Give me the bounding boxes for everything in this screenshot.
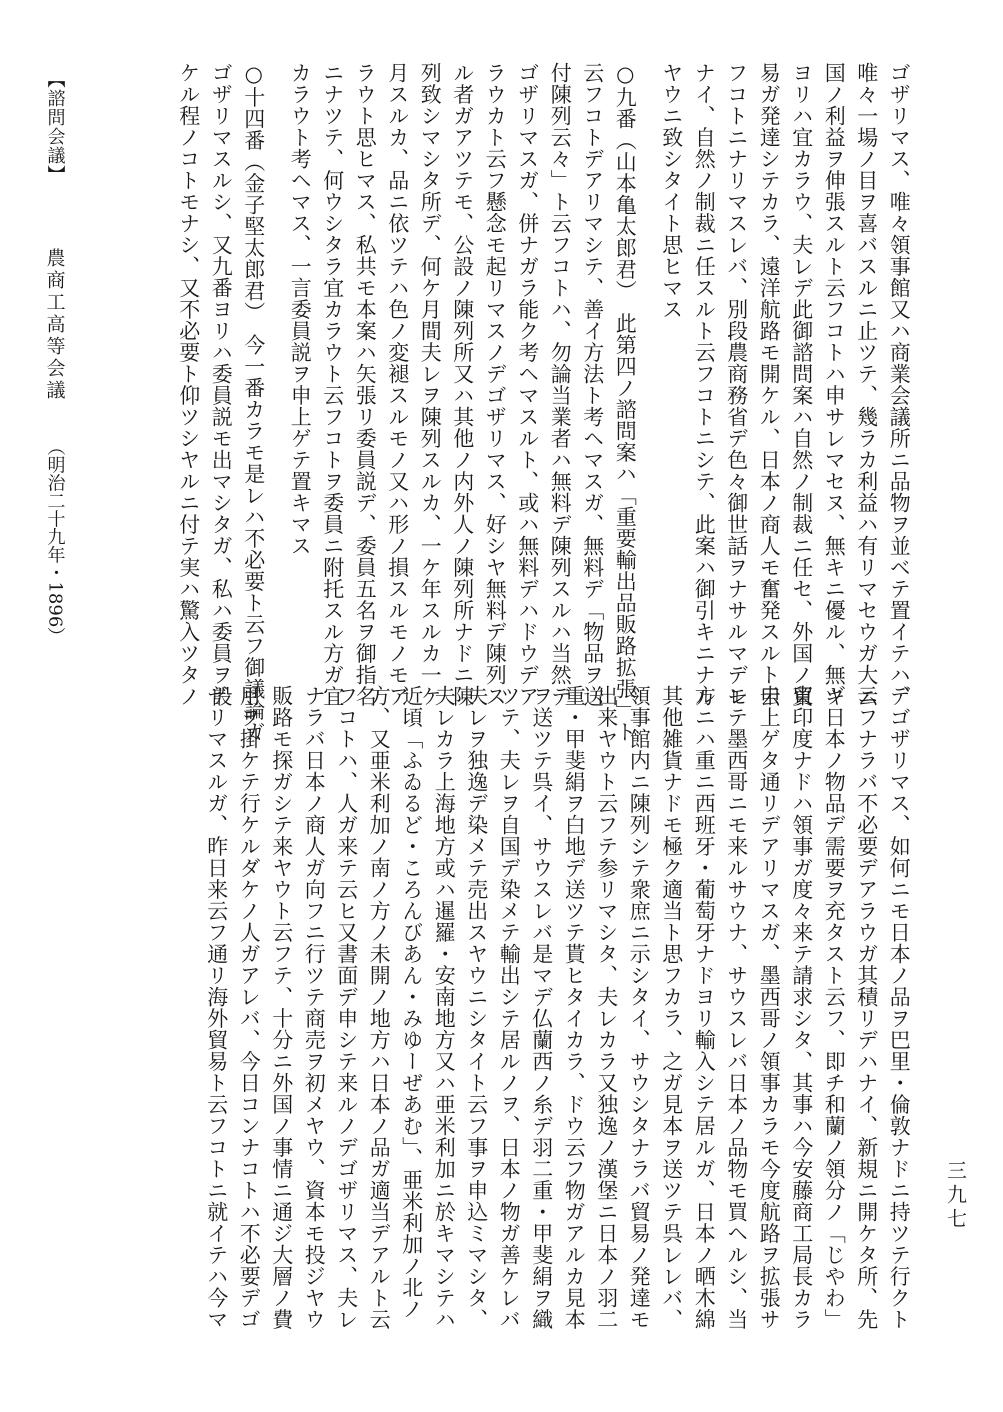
text-line: 列致シマシタ所デ、何ケ月間夫レヲ陳列スルカ、一ケ年スルカ一ケ xyxy=(418,62,443,707)
text-column xyxy=(655,685,688,1333)
text-column xyxy=(237,62,270,743)
text-line: ル者ガアツテモ、公設ノ陳列所又ハ其他ノ内外人ノ陳列所ナドニ陳 xyxy=(450,62,475,707)
text-line: 夫レヲ独逸デ染メテ売出スヤウニシタイト云フ事ヲ申込ミマシタ、 xyxy=(464,685,489,1330)
header-date: （明治二十九年・1896） xyxy=(44,437,66,646)
text-line: 云フコトデアリマシテ、善イ方法ト考ヘマスガ、無料デ「物品ヲ送 xyxy=(580,62,605,707)
text-column xyxy=(200,685,233,1333)
text-column xyxy=(623,685,656,1333)
page-number-text: 三九七 xyxy=(943,1160,968,1232)
text-line: 方、又亜米利加ノ南ノ方ノ未開ノ地方ハ日本ノ品ガ適当デアルト云 xyxy=(367,685,392,1330)
text-column xyxy=(233,685,266,1333)
text-column xyxy=(446,62,479,707)
text-line: ゴザリマスルシ、又九番ヨリハ委員説モ出マシタガ、私ハ委員ヲ設 xyxy=(209,62,234,707)
text-column xyxy=(609,62,642,743)
text-line: ゴザリマスガ、併ナガラ能ク考ヘマスルト、或ハ無料デハドウデア xyxy=(515,62,540,707)
text-column xyxy=(753,62,786,707)
text-column xyxy=(172,62,205,707)
speaker-line: ○十四番（金子堅太郎君） 今一番カラモ是レハ不必要ト云フ御議論ガ xyxy=(241,62,266,743)
text-line: 東印度ナドハ領事ガ度々来テ請求シタ、其事ハ今安藤商工局長カラ xyxy=(789,685,814,1330)
text-column xyxy=(558,685,591,1333)
text-line: ニナツテ、何ウシタラ宜カラウト云フコトヲ委員ニ附托スル方ガ宜 xyxy=(320,62,345,707)
text-line: フコトニナリマスレバ、別段農商務省デ色々御世話ヲナサルマデモ xyxy=(724,62,749,707)
text-line: ケル程ノコトモナシ、又不必要ト仰ツシヤルニ付テ実ハ驚入ツタノ xyxy=(176,62,201,707)
text-line: デゴザリマス、如何ニモ日本ノ品ヲ巴里・倫敦ナドニ持ツテ行クト xyxy=(887,685,912,1330)
text-line: 重・甲斐絹ヲ白地デ送ツテ貰ヒタイカラ、ドウ云フ物ガアルカ見本 xyxy=(562,685,587,1330)
text-column xyxy=(316,62,349,707)
text-column xyxy=(544,62,577,707)
text-column xyxy=(349,62,382,707)
text-line: 国ノ利益ヲ伸張スルト云フコトハ申サレマセヌ、無キニ優ル、無キ xyxy=(822,62,847,707)
text-line: 近頃「ふゐるど・ころんびあん・みゆーぜあむ」、亜米利加ノ北ノ xyxy=(399,685,424,1320)
text-column xyxy=(363,685,396,1333)
text-column xyxy=(688,685,721,1333)
text-column xyxy=(883,685,916,1333)
header-section: 【諮問会議】 xyxy=(44,70,66,184)
text-line: 夫レカラ上海地方或ハ暹羅・安南地方又ハ亜米利加ニ於キマシテハ xyxy=(432,685,457,1330)
text-line: ツテ、夫レヲ自国デ染メテ輸出シテ居ルノヲ、日本ノ物ガ善ケレバ xyxy=(497,685,522,1330)
text-line: カラウト考ヘマス、一言委員説ヲ申上ゲテ置キマス xyxy=(288,62,313,557)
text-column xyxy=(395,685,428,1333)
text-line: ラウカト云フ懸念モ起リマスノデゴザリマス、好シヤ無料デ陳列ス xyxy=(483,62,508,707)
text-line: ヤウニ致シタイト思ヒマス xyxy=(659,62,684,320)
text-column xyxy=(688,62,721,707)
text-line: 方ニハ重ニ西班牙・葡萄牙ナドヨリ輸入シテ居ルガ、日本ノ晒木綿 xyxy=(692,685,717,1330)
text-column xyxy=(818,62,851,707)
text-column xyxy=(284,62,317,660)
speaker-line: ○九番（山本亀太郎君） 此第四ノ諮問案ハ「重要輸出品販路拡張」ト xyxy=(613,62,638,743)
text-column xyxy=(655,62,688,660)
text-line: 唯々一場ノ目ヲ喜バスルニ止ツテ、幾ラカ利益ハ有リマセウガ大ニ xyxy=(854,62,879,707)
running-header xyxy=(38,70,70,645)
text-column xyxy=(883,62,916,707)
text-column xyxy=(428,685,461,1333)
text-line: 申上ゲタ通リデアリマスガ、墨西哥ノ領事カラモ今度航路ヲ拡張サ xyxy=(757,685,782,1330)
text-line: 用ヲ掛ケテ行ケルダケノ人ガアレバ、今日コンナコトハ不必要デゴ xyxy=(237,685,262,1330)
upper-text-block xyxy=(59,62,915,743)
text-line: ナラバ日本ノ商人ガ向フニ行ツテ商売ヲ初メヤウ、資本モ投ジヤウ xyxy=(302,685,327,1330)
text-column xyxy=(330,685,363,1333)
text-line: フコトハ、人ガ来テ云ヒ又書面デ申シテ来ルノデゴザリマス、夫レ xyxy=(334,685,359,1330)
text-column xyxy=(576,62,609,707)
text-line: ヅ日本ノ物品デ需要ヲ充タスト云フ、即チ和蘭ノ領分ノ「じやわ」 xyxy=(822,685,847,1330)
text-line: 販路モ探ガシテ来ヤウト云フテ、十分ニ外国ノ事情ニ通ジ大層ノ費 xyxy=(269,685,294,1330)
text-line: ヲ送ツテ呉イ、サウスレバ是マデ仏蘭西ノ糸デ羽二重・甲斐絹ヲ織 xyxy=(529,685,554,1330)
text-column xyxy=(493,685,526,1333)
text-column xyxy=(381,62,414,707)
header-title: 農商工高等会議 xyxy=(43,247,66,402)
text-line: 付陳列云々」ト云フコトハ、勿論当業者ハ無料デ陳列スルハ当然デ xyxy=(548,62,573,707)
text-line: ナイ、自然ノ制裁ニ任スルト云フコトニシテ、此案ハ御引キニナル xyxy=(692,62,717,707)
lower-text-block xyxy=(59,685,915,1333)
text-column xyxy=(298,685,331,1333)
text-column xyxy=(720,62,753,707)
text-column xyxy=(511,62,544,707)
text-line: 出来ヤウト云フテ参リマシタ、夫レカラ又独逸ノ漢堡ニ日本ノ羽二 xyxy=(594,685,619,1330)
text-column xyxy=(479,62,512,707)
text-column xyxy=(785,685,818,1333)
text-line: レテ墨西哥ニモ来ルサウナ、サウスレバ日本ノ品物モ買ヘルシ、当 xyxy=(724,685,749,1330)
text-line: ヨリハ宜カラウ、夫レデ此御諮問案ハ自然ノ制裁ニ任セ、外国ノ貿 xyxy=(789,62,814,707)
text-column xyxy=(414,62,447,707)
text-column xyxy=(590,685,623,1333)
text-column xyxy=(818,685,851,1333)
text-column xyxy=(850,685,883,1333)
text-column xyxy=(720,685,753,1333)
text-line: 易ガ発達シテカラ、遠洋航路モ開ケル、日本ノ商人モ奮発スルト云 xyxy=(757,62,782,707)
text-column xyxy=(205,62,238,707)
text-line: 領事館内ニ陳列シテ衆庶ニ示シタイ、サウシタナラバ貿易ノ発達モ xyxy=(627,685,652,1330)
text-column xyxy=(850,62,883,707)
text-column xyxy=(785,62,818,707)
text-line: ゴザリマス、唯々領事館又ハ商業会議所ニ品物ヲ並ベテ置イテハ、 xyxy=(887,62,912,707)
text-column xyxy=(753,685,786,1333)
text-column xyxy=(525,685,558,1333)
page-number xyxy=(944,1160,968,1232)
text-line: ザリマスルガ、昨日来云フ通リ海外貿易ト云フコトニ就イテハ今マ xyxy=(204,685,229,1330)
text-line: 月スルカ、品ニ依ツテハ色ノ変褪スルモノ又ハ形ノ損スルモノモア xyxy=(385,62,410,707)
text-line: 其他雑貨ナドモ極ク適当ト思フカラ、之ガ見本ヲ送ツテ呉レレバ、 xyxy=(659,685,684,1330)
text-line: ラウト思ヒマス、私共モ本案ハ矢張リ委員説デ、委員五名ヲ御指名 xyxy=(353,62,378,707)
text-line: 云フナラバ不必要デアラウガ其積リデハナイ、新規ニ開ケタ所、先 xyxy=(854,685,879,1330)
text-column xyxy=(265,685,298,1333)
text-column xyxy=(460,685,493,1333)
